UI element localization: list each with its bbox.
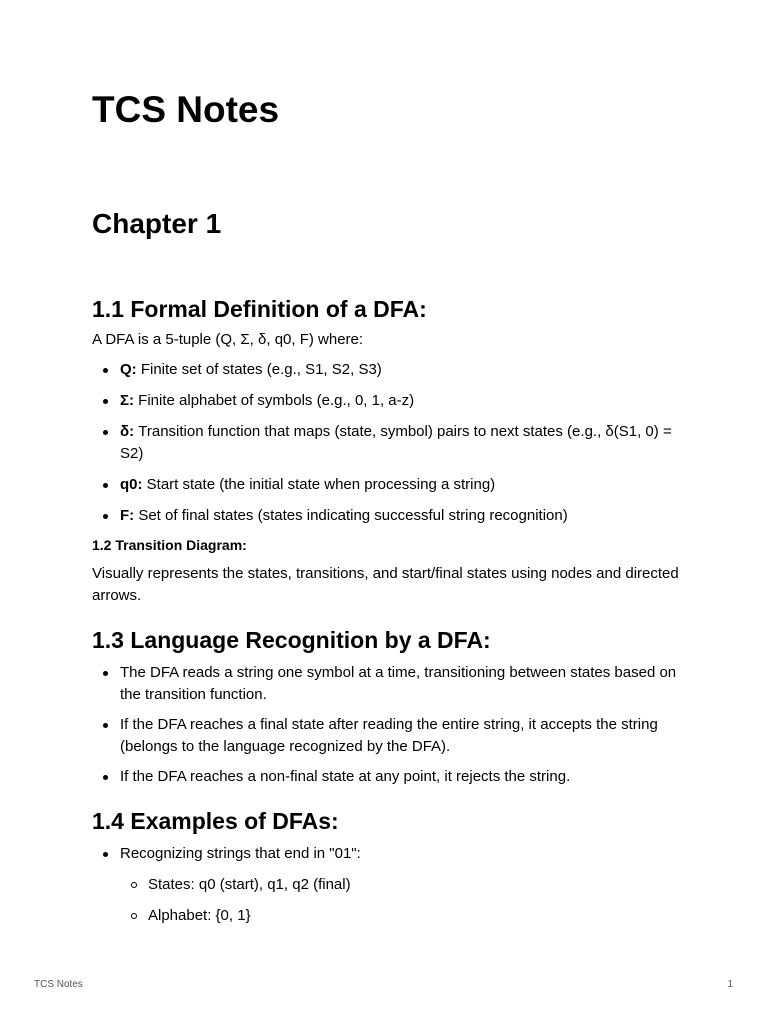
content-flow (92, 294, 682, 927)
chapter-title: Chapter 1 (92, 208, 222, 239)
list-item-text: If the DFA reaches a non-final state at any point, it rejects the string. (120, 768, 571, 785)
list-item (92, 359, 682, 381)
term-description: Finite alphabet of symbols (e.g., 0, 1, a-z) (134, 392, 415, 409)
section-heading-1-2: 1.2 Transition Diagram: (92, 537, 247, 553)
bullet-icon (103, 368, 108, 373)
bullet-icon (103, 514, 108, 519)
list-item-text: The DFA reads a string one symbol at a time, transitioning between states based on the transition function. (120, 664, 677, 703)
term-description: Finite set of states (e.g., S1, S2, S3) (136, 361, 382, 378)
section-heading-1-1: 1.1 Formal Definition of a DFA: (92, 296, 427, 322)
list-item (92, 390, 682, 412)
list-item (92, 421, 682, 465)
term-label: Q: (120, 361, 137, 378)
section-heading-1-4: 1.4 Examples of DFAs: (92, 808, 339, 834)
list-item-text: States: q0 (start), q1, q2 (final) (148, 876, 351, 893)
list-item (92, 662, 682, 706)
bullet-icon (103, 399, 108, 404)
list-item (92, 474, 682, 496)
list-item-text: Recognizing strings that end in "01": (120, 845, 361, 862)
term-label: δ: (120, 423, 135, 440)
bullet-icon (103, 852, 108, 857)
term-description: Start state (the initial state when processing a string) (142, 476, 496, 493)
list-item (92, 766, 682, 788)
term-description: Transition function that maps (state, symbol) pairs to next states (e.g., δ(S1, 0) = S2) (120, 423, 672, 462)
bullet-icon (103, 483, 108, 488)
circle-bullet-icon (131, 882, 137, 888)
section-1-1-intro: A DFA is a 5-tuple (Q, Σ, δ, q0, F) where: (92, 331, 364, 348)
examples-list (92, 843, 682, 865)
bullet-icon (103, 775, 108, 780)
list-item-text: Alphabet: {0, 1} (148, 907, 251, 924)
bullet-icon (103, 430, 108, 435)
page-number: 1 (727, 979, 733, 990)
list-item (92, 714, 682, 758)
list-item (92, 874, 682, 896)
term-label: q0: (120, 476, 143, 493)
list-item (92, 505, 682, 527)
list-item (92, 905, 682, 927)
circle-bullet-icon (131, 913, 137, 919)
term-label: Σ: (120, 392, 134, 409)
list-item-text: If the DFA reaches a final state after reading the entire string, it accepts the string (belongs to the language recognized by the DFA). (120, 716, 658, 755)
section-1-2-text: Visually represents the states, transitions, and start/final states using nodes and directed arrows. (92, 565, 679, 604)
examples-sublist (92, 874, 682, 927)
list-item (92, 843, 682, 865)
document-title: TCS Notes (92, 89, 280, 130)
term-label: F: (120, 507, 135, 524)
bullet-icon (103, 671, 108, 676)
dfa-tuple-list (92, 359, 682, 527)
footer-title: TCS Notes (34, 979, 83, 990)
bullet-icon (103, 723, 108, 728)
term-description: Set of final states (states indicating successful string recognition) (134, 507, 568, 524)
section-heading-1-3: 1.3 Language Recognition by a DFA: (92, 627, 491, 653)
language-recognition-list (92, 662, 682, 788)
